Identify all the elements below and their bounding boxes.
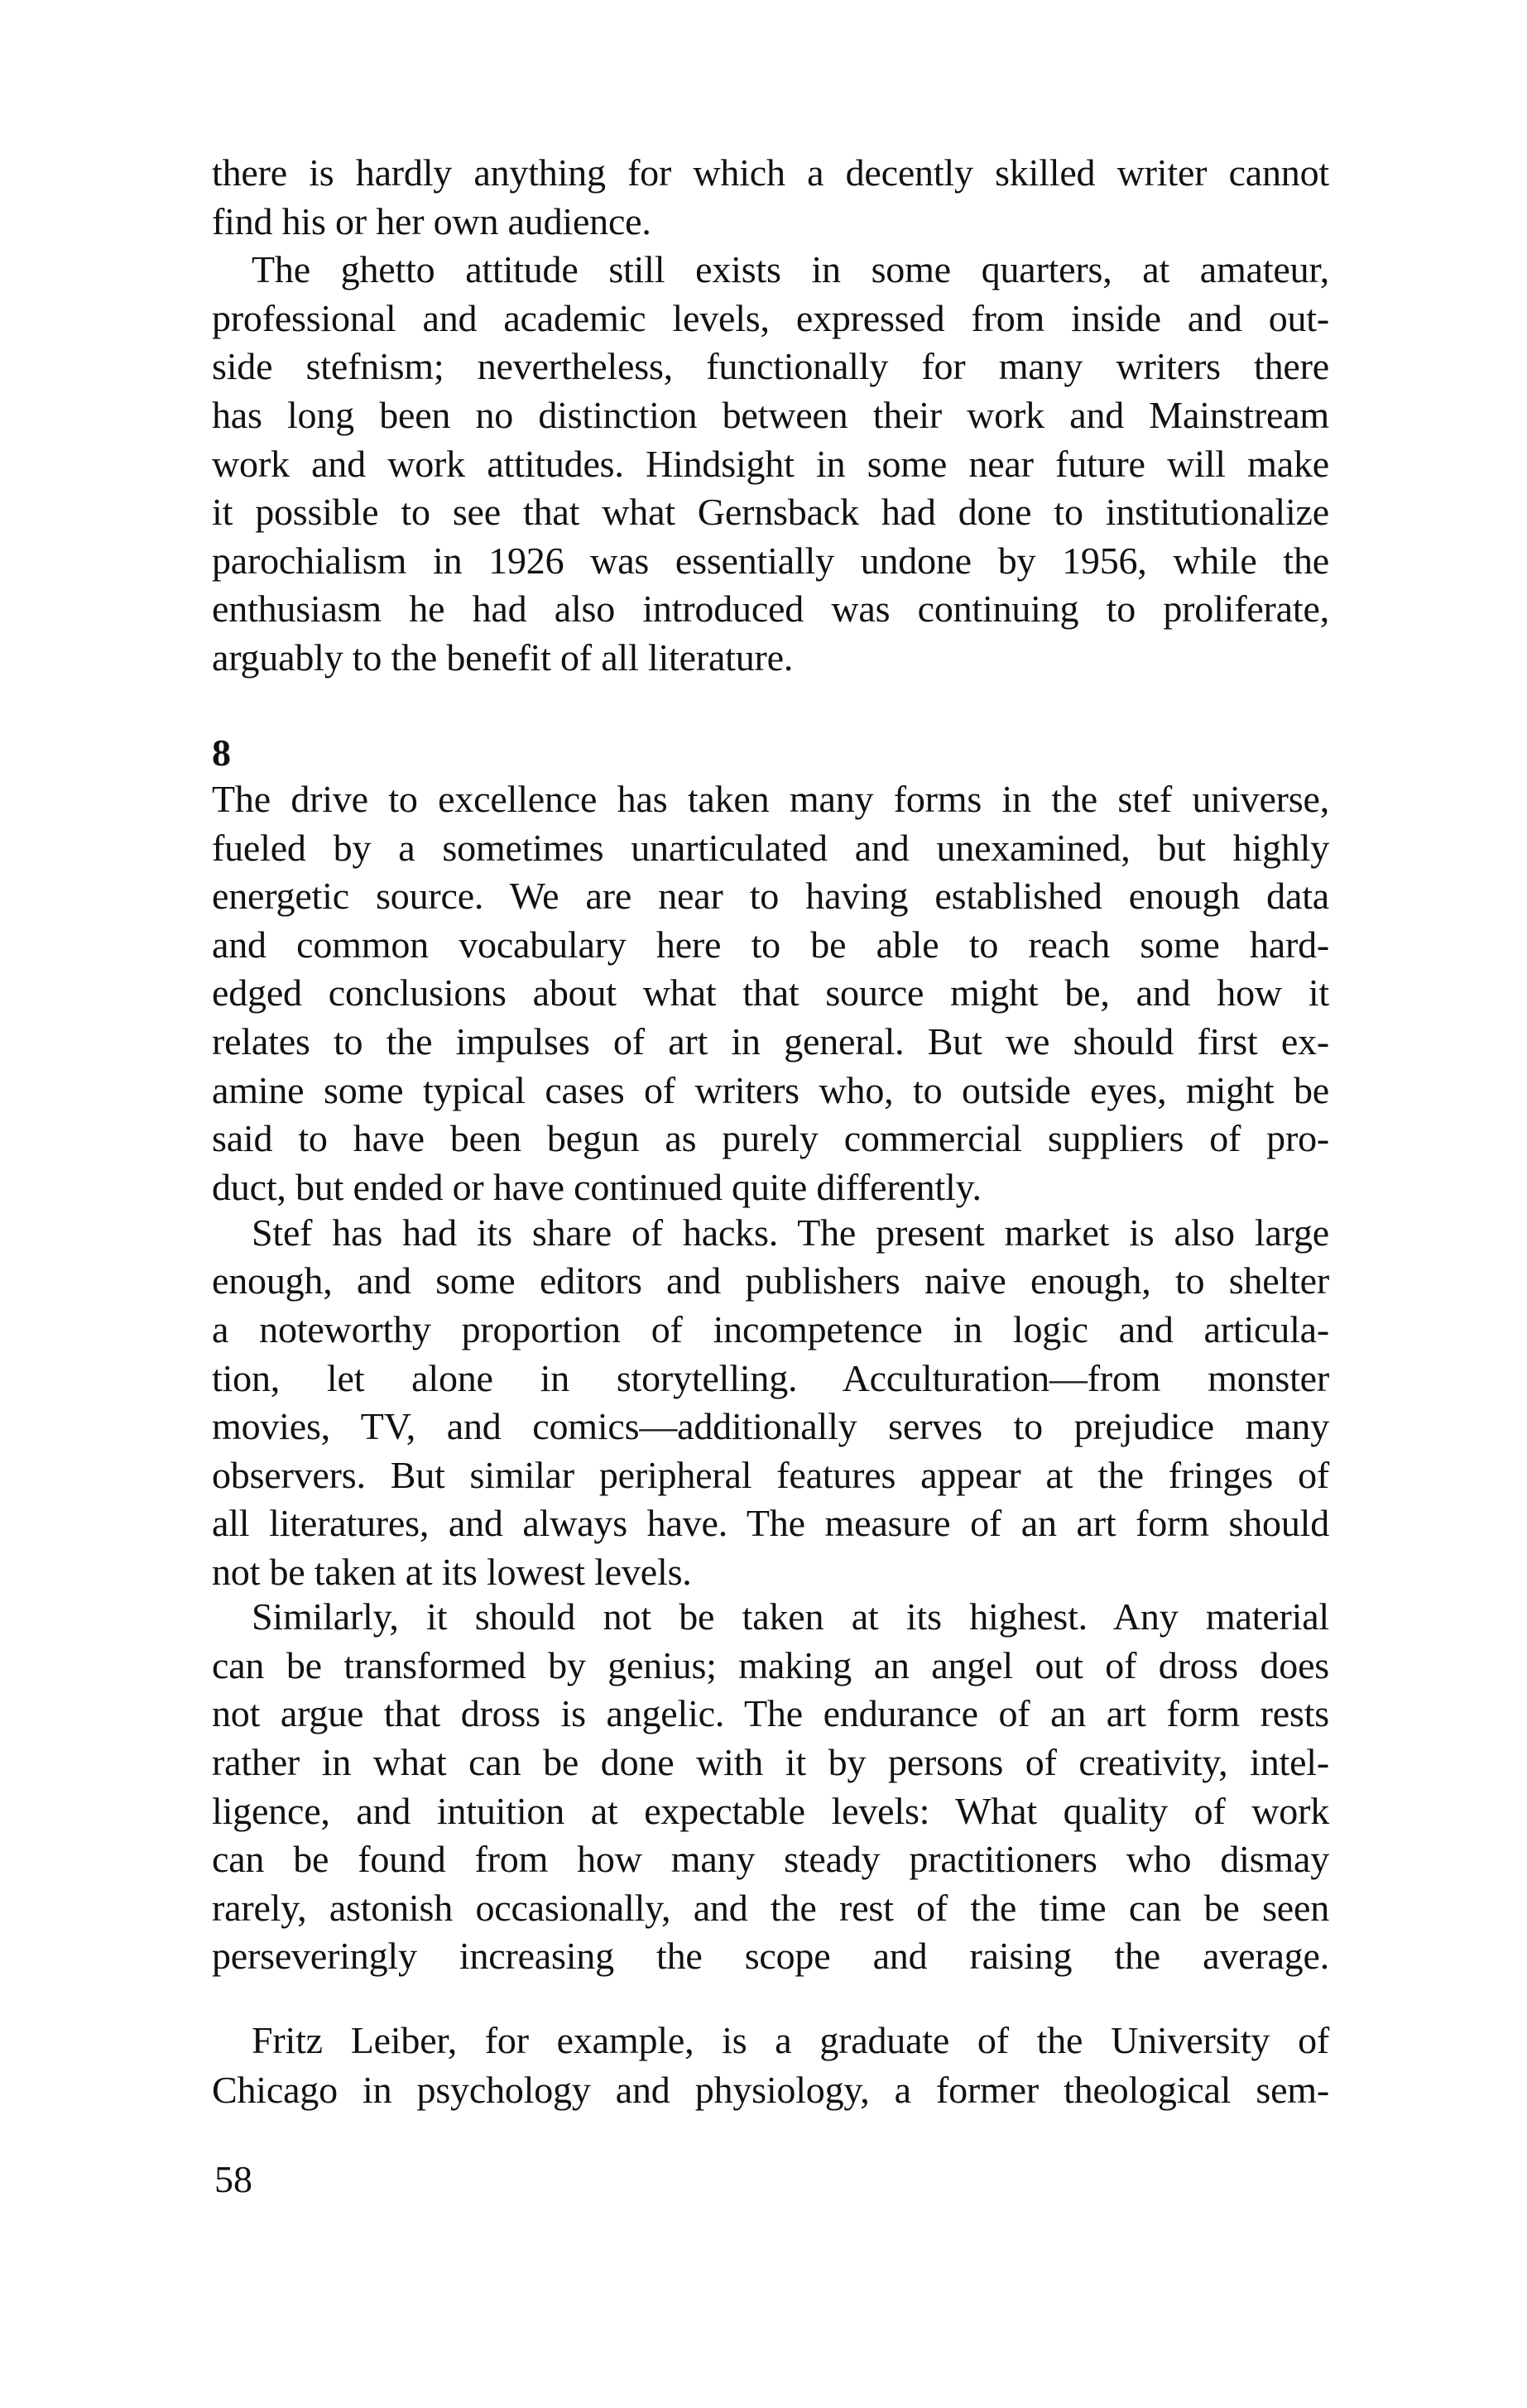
text-line: perseveringly increasing the scope and raising the average.	[212, 1935, 1329, 1977]
text-line: enough, and some editors and publishers naive enough, to shelter	[212, 1259, 1329, 1302]
text-line: observers. But similar peripheral features appear at the fringes of	[212, 1454, 1329, 1496]
text-line: duct, but ended or have continued quite differently.	[212, 1166, 982, 1208]
text-line: all literatures, and always have. The measure of an art form should	[212, 1502, 1329, 1544]
text-line: and common vocabulary here to be able to reach some hard-	[212, 923, 1329, 966]
text-line: can be transformed by genius; making an angel out of dross does	[212, 1644, 1329, 1686]
page-number: 58	[214, 2158, 252, 2200]
text-line: find his or her own audience.	[212, 200, 651, 242]
text-line: Fritz Leiber, for example, is a graduate of the University of	[252, 2019, 1329, 2061]
text-line: amine some typical cases of writers who, to outside eyes, might be	[212, 1069, 1329, 1111]
text-line: rarely, astonish occasionally, and the rest of the time can be seen	[212, 1887, 1329, 1929]
text-line: work and work attitudes. Hindsight in some near future will make	[212, 443, 1329, 485]
text-line: can be found from how many steady practitioners who dismay	[212, 1838, 1329, 1880]
text-line: Stef has had its share of hacks. The present market is also large	[252, 1211, 1329, 1254]
text-line: fueled by a sometimes unarticulated and unexamined, but highly	[212, 827, 1329, 869]
text-line: tion, let alone in storytelling. Acculturation—from monster	[212, 1357, 1329, 1399]
text-line: enthusiasm he had also introduced was continuing to proliferate,	[212, 588, 1329, 630]
text-line: said to have been begun as purely commercial suppliers of pro-	[212, 1117, 1329, 1159]
text-line: edged conclusions about what that source might be, and how it	[212, 971, 1329, 1014]
text-line: arguably to the benefit of all literature.	[212, 636, 794, 679]
text-line: movies, TV, and comics—additionally serves to prejudice many	[212, 1405, 1329, 1447]
text-line: not be taken at its lowest levels.	[212, 1551, 692, 1593]
text-line: professional and academic levels, expressed from inside and out-	[212, 297, 1329, 339]
text-line: has long been no distinction between their work and Mainstream	[212, 394, 1329, 436]
text-line: not argue that dross is angelic. The endurance of an art form rests	[212, 1692, 1329, 1734]
text-line: rather in what can be done with it by persons of creativity, intel-	[212, 1741, 1329, 1783]
text-line: The drive to excellence has taken many forms in the stef universe,	[212, 778, 1329, 820]
text-line: ligence, and intuition at expectable levels: What quality of work	[212, 1790, 1329, 1832]
section-heading: 8	[212, 732, 231, 774]
text-line: energetic source. We are near to having established enough data	[212, 875, 1329, 917]
text-line: there is hardly anything for which a decently skilled writer cannot	[212, 151, 1329, 194]
text-line: parochialism in 1926 was essentially undone by 1956, while the	[212, 540, 1329, 582]
text-line: Chicago in psychology and physiology, a former theological sem-	[212, 2069, 1329, 2111]
text-line: Similarly, it should not be taken at its highest. Any material	[252, 1595, 1329, 1638]
text-line: it possible to see that what Gernsback had done to institutionalize	[212, 491, 1329, 533]
text-line: side stefnism; nevertheless, functionally for many writers there	[212, 345, 1329, 387]
text-line: The ghetto attitude still exists in some quarters, at amateur,	[252, 248, 1329, 290]
text-line: a noteworthy proportion of incompetence in logic and articula-	[212, 1308, 1329, 1350]
text-line: relates to the impulses of art in general. But we should first ex-	[212, 1020, 1329, 1062]
